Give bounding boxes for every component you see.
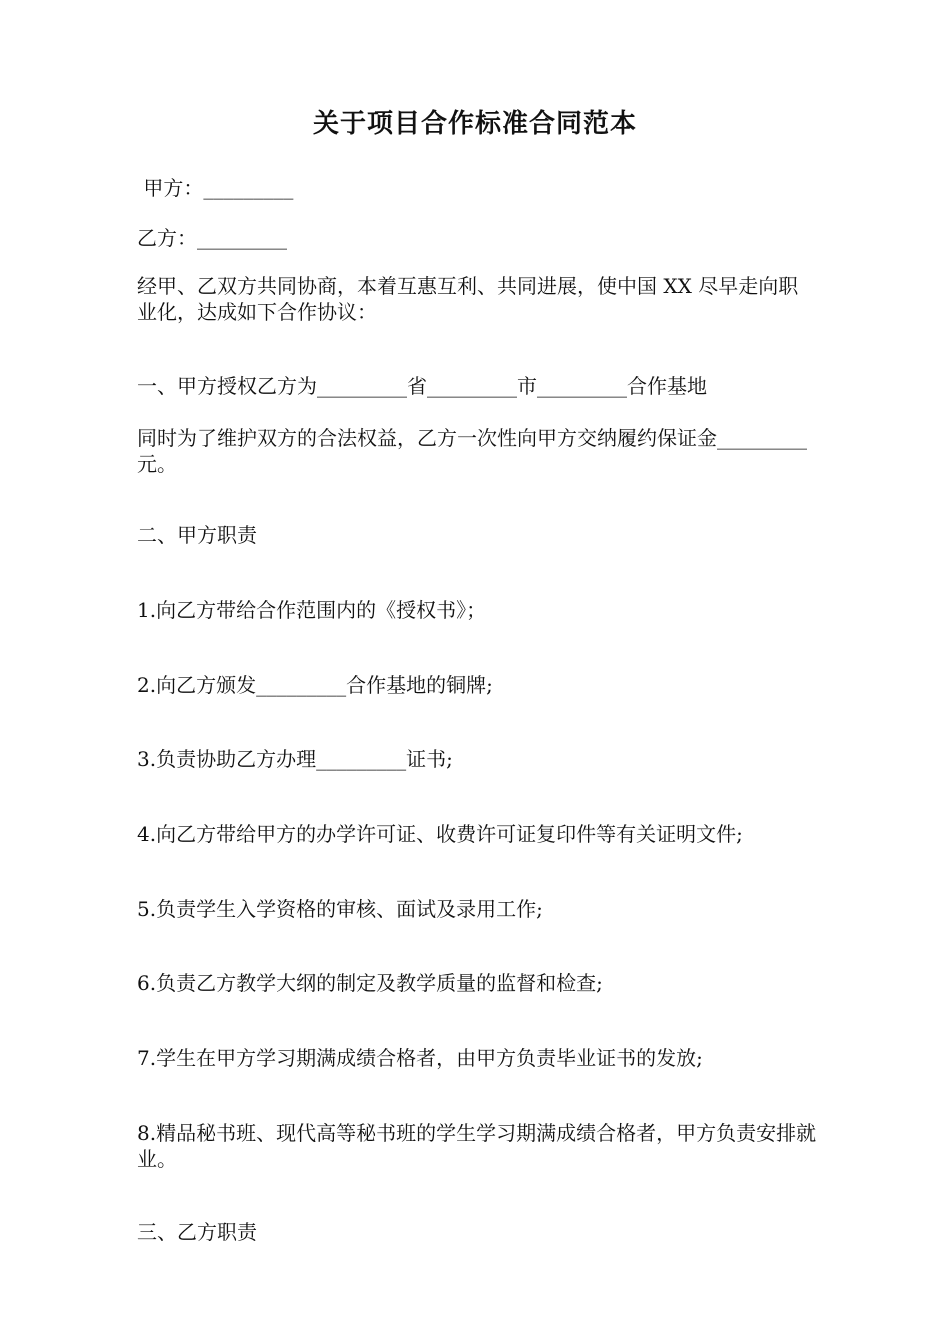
party-a-duty-5: 5.负责学生入学资格的审核、面试及录用工作; [137, 897, 543, 921]
clause-one: 一、甲方授权乙方为_________省_________市_________合作基地 [137, 374, 707, 398]
party-a-duty-4: 4.向乙方带给甲方的办学许可证、收费许可证复印件等有关证明文件; [137, 822, 743, 846]
party-a-duty-3: 3.负责协助乙方办理_________证书; [137, 747, 453, 771]
party-a-duty-8: 8.精品秘书班、现代高等秘书班的学生学习期满成绩合格者，甲方负责安排就业。 [137, 1121, 817, 1171]
party-a-duty-7: 7.学生在甲方学习期满成绩合格者，由甲方负责毕业证书的发放; [137, 1046, 703, 1070]
document-title: 关于项目合作标准合同范本 [312, 109, 637, 139]
section-heading-party-b: 三、乙方职责 [137, 1220, 257, 1244]
deposit-paragraph: 同时为了维护双方的合法权益，乙方一次性向甲方交纳履约保证金_________元。 [137, 426, 807, 476]
party-a-duty-6: 6.负责乙方教学大纲的制定及教学质量的监督和检查; [137, 971, 603, 995]
party-a-line: 甲方：_________ [137, 176, 294, 200]
preamble-paragraph: 经甲、乙双方共同协商，本着互惠互利、共同进展，使中国 XX 尽早走向职业化，达成如下合作协议： [137, 274, 799, 324]
party-a-duty-1: 1.向乙方带给合作范围内的《授权书》； [137, 598, 487, 622]
party-b-line: 乙方：_________ [137, 226, 287, 250]
party-a-duty-2: 2.向乙方颁发_________合作基地的铜牌; [137, 673, 493, 697]
section-heading-party-a: 二、甲方职责 [137, 523, 257, 547]
